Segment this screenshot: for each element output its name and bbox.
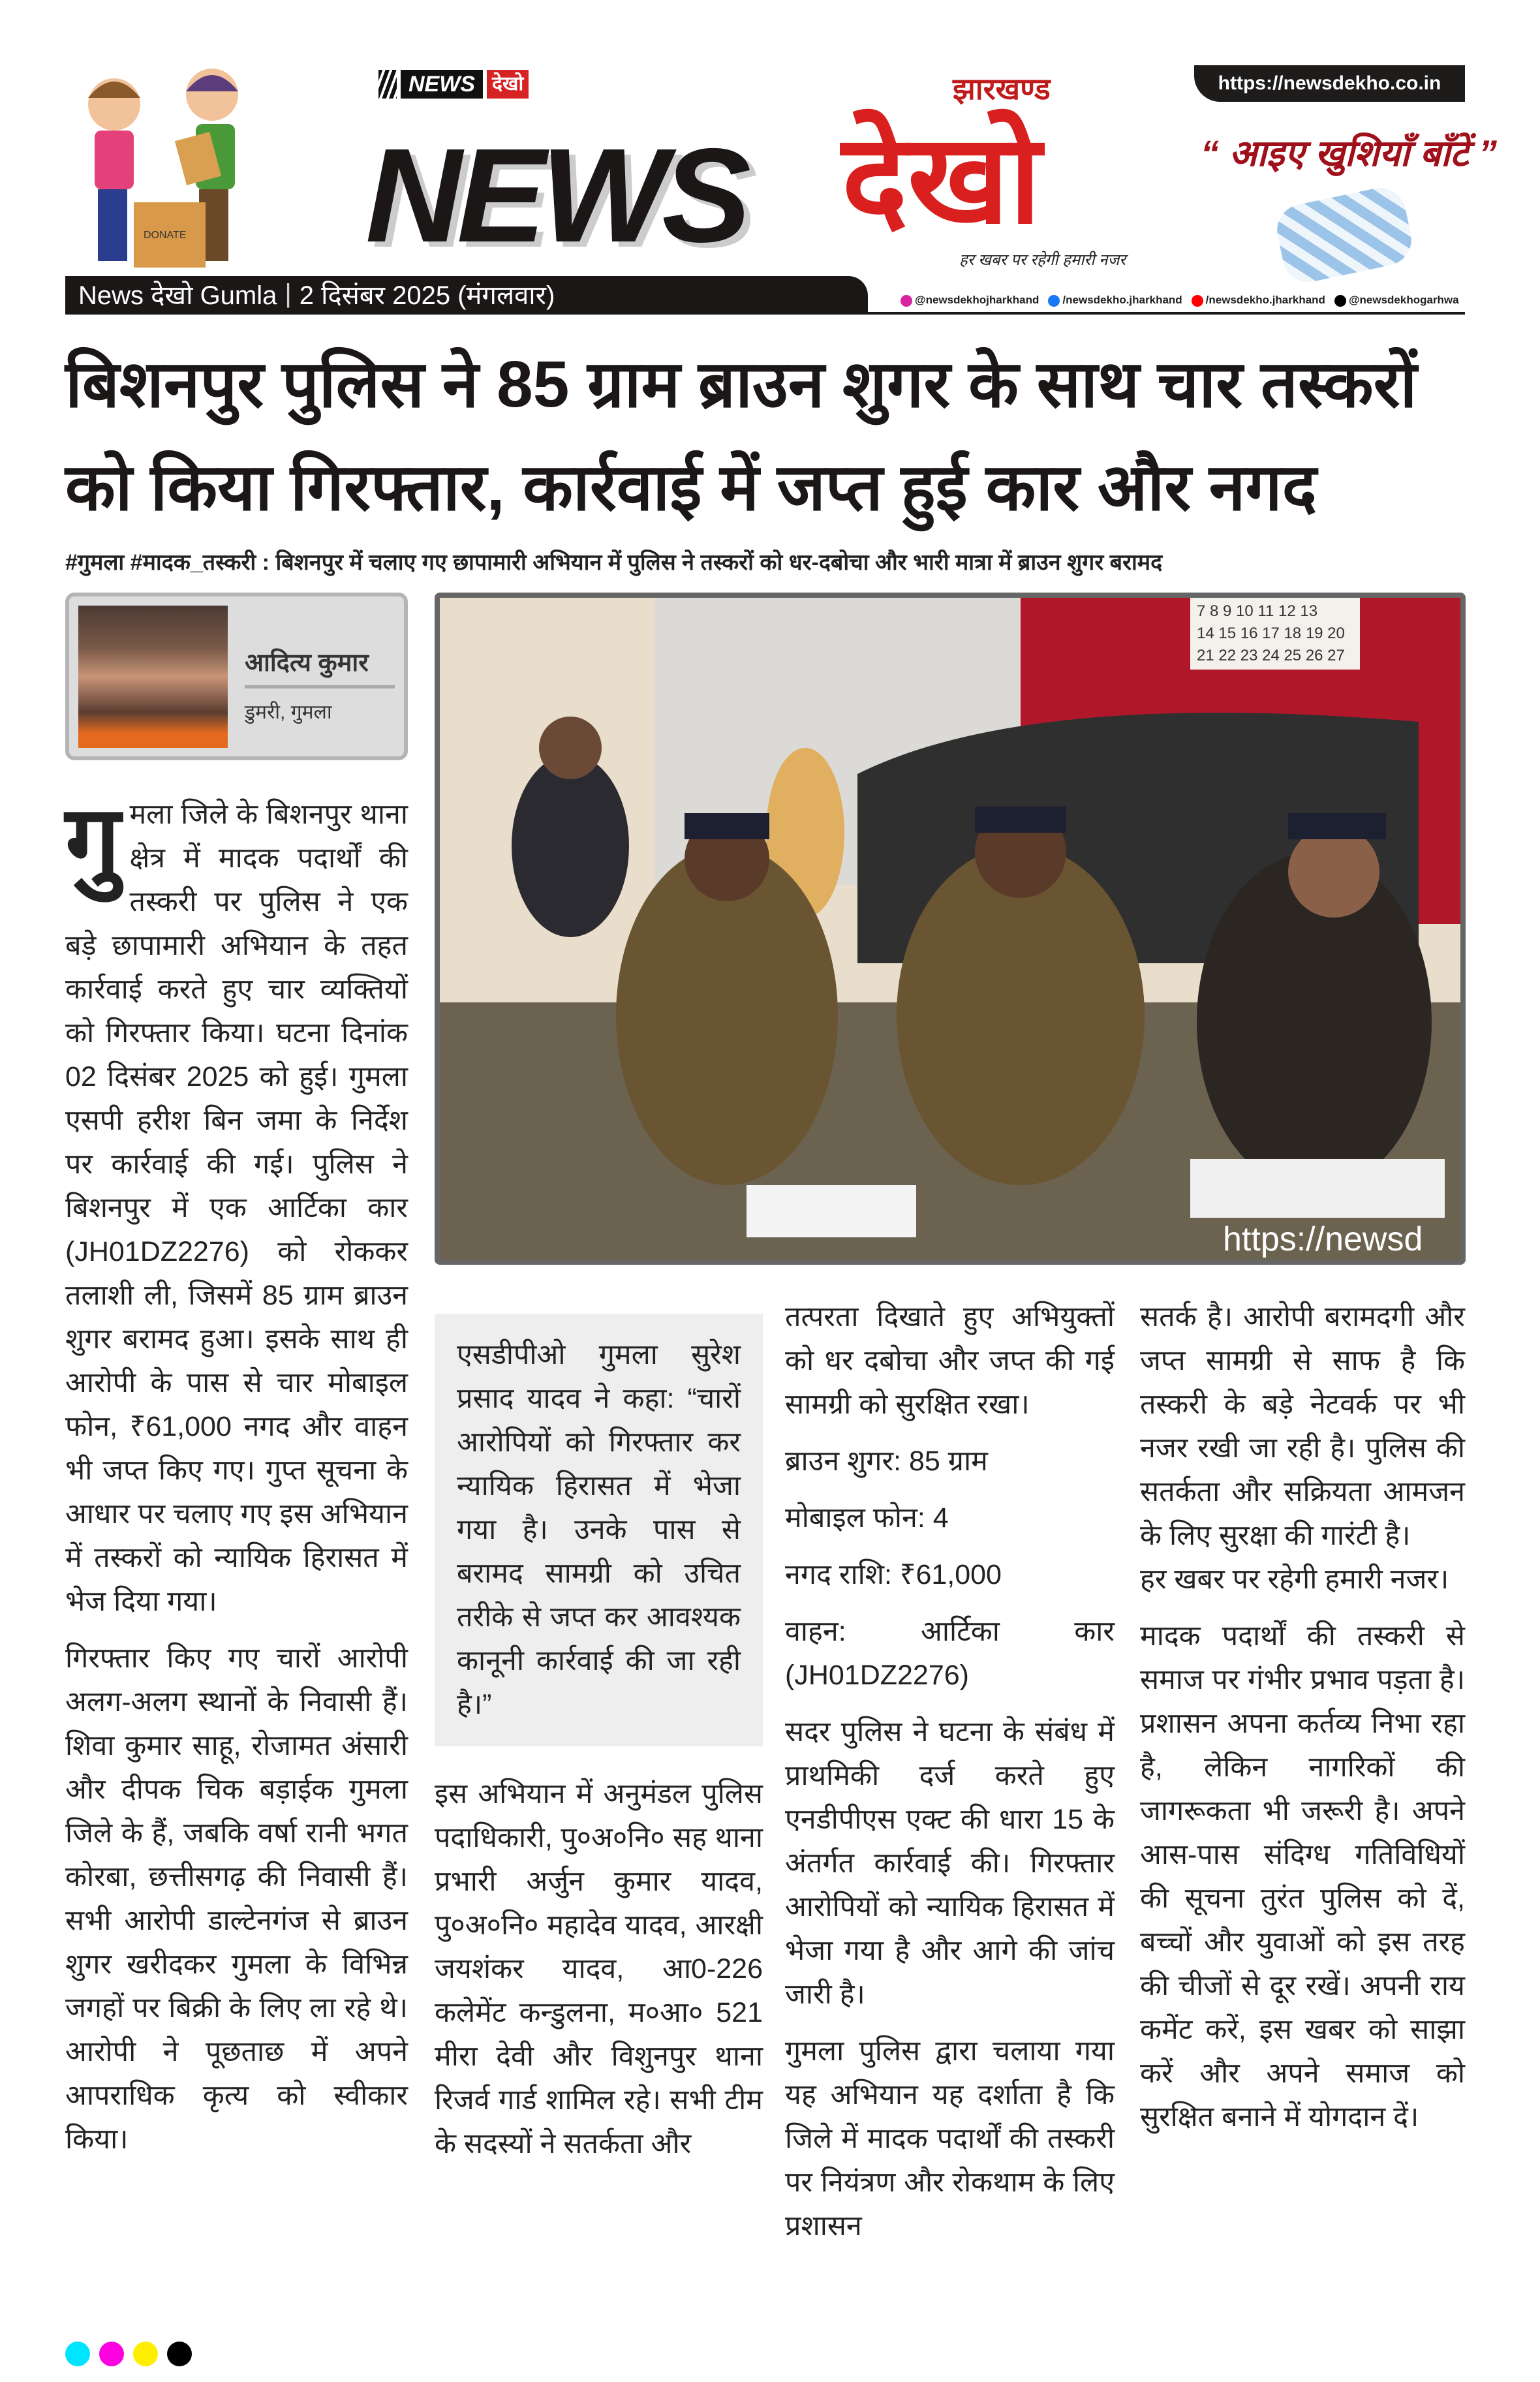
paragraph: तत्परता दिखाते हुए अभियुक्तों को धर दबोचा और जप्त की गई सामग्री को सुरक्षित रखा। [785, 1301, 1115, 1420]
calendar-row: 21 22 23 24 25 26 27 [1197, 647, 1345, 664]
author-avatar [78, 606, 228, 748]
x-link[interactable]: @newsdekhogarhwa [1334, 292, 1459, 308]
facebook-icon [1048, 295, 1060, 307]
drop-cap: गु [65, 786, 121, 895]
headline [65, 333, 1475, 539]
edition-date: 2 दिसंबर 2025 (मंगलवार) [299, 281, 555, 310]
edition-bar [65, 276, 868, 312]
header-divider [65, 312, 1465, 315]
small-logo [378, 69, 529, 100]
blanket-image [1272, 183, 1417, 287]
logo-dekho: देखो [842, 110, 1041, 249]
paragraph: मला जिले के बिशनपुर थाना क्षेत्र में मादक पदार्थों की तस्करी पर पुलिस ने एक बड़े छापामारी अभियान के तहत कार्रवाई करते हुए चार व्यक्तियों को गिरफ्तार किया। घटना दिनांक 02 दिसंबर 2025 को हुई। गुमला एसपी हरीश बिन जमा के निर्देश पर कार्रवाई की गई। पुलिस ने बिशनपुर में एक आर्टिका कार (JH01DZ2276) को रोककर तलाशी ली, जिसमें 85 ग्राम ब्राउन शुगर बरामद हुआ। इसके साथ ही आरोपी के पास से चार मोबाइल फोन, ₹61,000 नगद और वाहन भी जप्त किए गए। गुप्त सूचना के आधार पर चलाए गए इस अभियान में तस्करों को न्यायिक हिरासत में भेज दिया गया। [65, 799, 408, 1617]
edition-name: News देखो Gumla [78, 281, 277, 310]
paragraph: हर खबर पर रहेगी हमारी नजर। [1140, 1564, 1449, 1595]
quote-box: एसडीपीओ गुमला सुरेश प्रसाद यादव ने कहा: “चारों आरोपियों को गिरफ्तार कर न्यायिक हिरासत में भेजा गया है। उनके पास से बरामद सामग्री को उचित तरीके से जप्त कर आवश्यक कानूनी कार्रवाई की जा रही है।” [435, 1314, 763, 1746]
headline-block [65, 333, 1475, 577]
column-4 [1140, 1295, 1465, 2152]
logo-tagline: हर खबर पर रहेगी हमारी नजर [959, 251, 1126, 269]
calendar-row: 14 15 16 17 18 19 20 [1197, 625, 1345, 642]
magenta-dot [99, 2342, 124, 2366]
paragraph: सदर पुलिस ने घटना के संबंध में प्राथमिकी दर्ज करते हुए एनडीपीएस एक्ट की धारा 15 के अंतर्गत कार्रवाई की। गिरफ्तार आरोपियों को न्यायिक हिरासत में भेजा गया है और आगे की जांच जारी है। [785, 1716, 1115, 2010]
column-2 [435, 1314, 763, 2179]
paragraph: गुमला पुलिस द्वारा चलाया गया यह अभियान यह दर्शाता है कि जिले में मादक पदार्थों की तस्करी पर नियंत्रण और रोकथाम के लिए प्रशासन [785, 2035, 1115, 2242]
paragraph: मादक पदार्थों की तस्करी से समाज पर गंभीर प्रभाव पड़ता है। प्रशासन अपना कर्तव्य निभा रहा है, लेकिन नागरिकों की जागरूकता भी जरूरी है। अपने आस-पास संदिग्ध गतिविधियों की सूचना तुरंत पुलिस को दें, बच्चों और युवाओं को इस तरह की चीजों से दूर रखें। अपनी राय कमेंट करें, इस खबर को साझा करें और अपने समाज को सुरक्षित बनाने में योगदान दें। [1140, 1620, 1465, 2133]
yellow-dot [133, 2342, 158, 2366]
separator: | [285, 279, 292, 308]
column-1 [65, 786, 408, 2174]
seized-item: मोबाइल फोन: 4 [785, 1502, 949, 1534]
logo-news: NEWS [365, 121, 746, 270]
seized-item: नगद राशि: ₹61,000 [785, 1559, 1002, 1590]
logo-small-news: NEWS [401, 70, 483, 99]
logo-small-dekho: देखो [487, 70, 529, 99]
calendar-row: 7 8 9 10 11 12 13 [1197, 602, 1318, 620]
news-photo [435, 593, 1466, 1265]
social-links [901, 292, 1459, 308]
headline-line: बिशनपुर पुलिस ने 85 ग्राम ब्राउन शुगर के साथ चार तस्करों [65, 348, 1417, 421]
author-location: डुमरी, गुमला [245, 702, 332, 723]
author-name: आदित्य कुमार [245, 645, 395, 688]
youtube-link[interactable]: /newsdekho.jharkhand [1192, 292, 1325, 308]
column-3 [785, 1295, 1115, 2261]
donation-illustration [62, 65, 316, 274]
author-card [65, 593, 408, 760]
hashtag-summary: #गुमला #मादक_तस्करी : बिशनपुर में चलाए गए छापामारी अभियान में पुलिस ने तस्करों को धर-दबोचा और भारी मात्रा में ब्राउन शुगर बरामद [65, 550, 1163, 575]
paragraph: सतर्क है। आरोपी बरामदगी और जप्त सामग्री से साफ है कि तस्करी के बड़े नेटवर्क पर भी नजर रखी जा रही है। पुलिस की सतर्कता और सक्रियता आमजन के लिए सुरक्षा की गारंटी है। [1140, 1301, 1465, 1551]
print-registration-marks [65, 2342, 192, 2366]
paragraph: गिरफ्तार किए गए चारों आरोपी अलग-अलग स्थानों के निवासी हैं। शिवा कुमार साहू, रोजामत अंसारी और दीपक चिक बड़ाईक गुमला जिले के हैं, जबकि वर्षा रानी भगत कोरबा, छत्तीसगढ़ की निवासी हैं। सभी आरोपी डाल्टेनगंज से ब्राउन शुगर खरीदकर गुमला के विभिन्न जगहों पर बिक्री के लिए ला रहे थे। आरोपी ने पूछताछ में अपने आपराधिक कृत्य को स्वीकार किया। [65, 1643, 408, 2155]
logo-stripes [378, 70, 397, 99]
instagram-link[interactable]: @newsdekhojharkhand [901, 292, 1039, 308]
seized-item: ब्राउन शुगर: 85 ग्राम [785, 1446, 988, 1477]
paragraph: इस अभियान में अनुमंडल पुलिस पदाधिकारी, पु०अ०नि० सह थाना प्रभारी अर्जुन कुमार यादव, पु०अ०नि० महादेव यादव, आरक्षी जयशंकर यादव, आ0-226 कलेमेंट कन्डुलना, म०आ० 521 मीरा देवी और विशुनपुर थाना रिजर्व गार्ड शामिल रहे। सभी टीम के सदस्यों ने सतर्कता और [435, 1778, 763, 2159]
donate-label: DONATE [144, 230, 187, 241]
cyan-dot [65, 2342, 90, 2366]
youtube-icon [1192, 295, 1203, 307]
photo-watermark: https://newsd [1223, 1220, 1423, 1258]
facebook-link[interactable]: /newsdekho.jharkhand [1048, 292, 1182, 308]
black-dot [167, 2342, 192, 2366]
headline-line: को किया गिरफ्तार, कार्रवाई में जप्त हुई कार और नगद [65, 451, 1317, 524]
slogan: “ आइए खुशियाँ बाँटें ” [1201, 132, 1498, 174]
logo-state: झारखण्ड [953, 72, 1051, 106]
x-icon [1334, 295, 1346, 307]
website-url[interactable]: https://newsdekho.co.in [1194, 65, 1465, 102]
seized-item: वाहन: आर्टिका कार (JH01DZ2276) [785, 1616, 1115, 1691]
instagram-icon [901, 295, 912, 307]
